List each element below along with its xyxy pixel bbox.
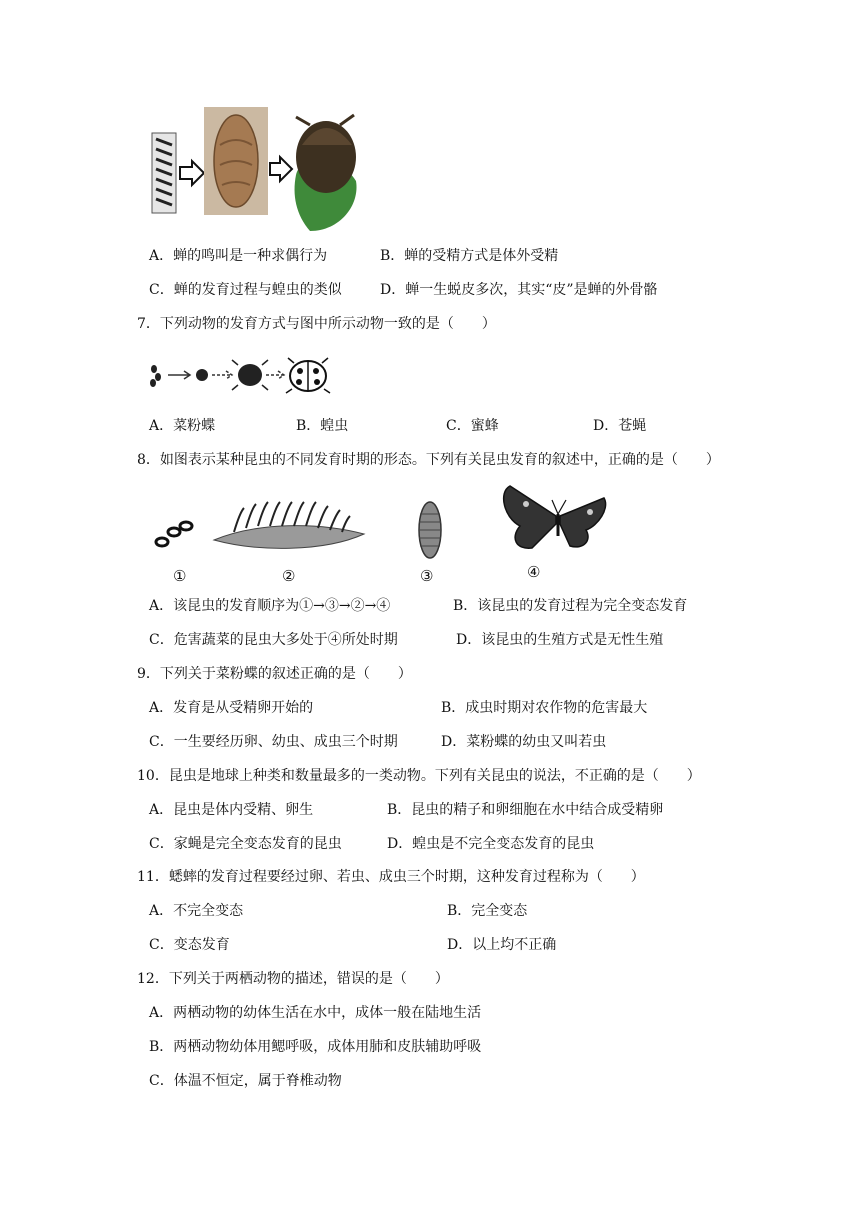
ladybug-pupa [196, 369, 208, 381]
arrow-icon [270, 157, 292, 181]
q12-stem: 12．下列关于两栖动物的描述，错误的是（ ） [137, 971, 449, 987]
cicada-nymph [204, 107, 268, 215]
butterfly-life-stages-figure [148, 478, 618, 586]
cicada-development-figure [150, 105, 360, 233]
butterfly-adult [504, 486, 606, 548]
q11-option-b: B．完全变态 [447, 903, 528, 919]
ladybug-development-figure [148, 355, 333, 395]
q10-stem: 10．昆虫是地球上种类和数量最多的一类动物。下列有关昆虫的说法，不正确的是（ ） [137, 768, 701, 784]
q10-option-d: D．蝗虫是不完全变态发育的昆虫 [387, 836, 595, 852]
q8-stem: 8．如图表示某种昆虫的不同发育时期的形态。下列有关昆虫发育的叙述中，正确的是（ ） [137, 452, 720, 468]
q9-stem: 9．下列关于菜粉蝶的叙述正确的是（ ） [137, 666, 412, 682]
ladybug-eggs [150, 365, 161, 387]
q10-option-c: C．家蝇是完全变态发育的昆虫 [149, 836, 342, 852]
q9-option-a: A．发育是从受精卵开始的 [149, 700, 314, 716]
q12-option-c: C．体温不恒定，属于脊椎动物 [149, 1073, 342, 1089]
arrow-icon [180, 161, 204, 185]
q8-label-4: ④ [527, 563, 541, 581]
q7-stem: 7．下列动物的发育方式与图中所示动物一致的是（ ） [137, 316, 496, 332]
arrow-icon [212, 371, 232, 379]
q7-option-b: B．蝗虫 [296, 418, 349, 434]
butterfly-eggs [156, 522, 192, 546]
q11-stem: 11．蟋蟀的发育过程要经过卵、若虫、成虫三个时期，这种发育过程称为（ ） [137, 869, 645, 885]
cicada-eggs-on-twig [152, 133, 176, 213]
q9-option-d: D．菜粉蝶的幼虫又叫若虫 [441, 734, 607, 750]
q6-option-b: B．蝉的受精方式是体外受精 [380, 248, 559, 264]
q7-option-a: A．菜粉蝶 [149, 418, 216, 434]
ladybug-adult [286, 358, 330, 393]
q8-label-2: ② [282, 567, 296, 585]
q6-option-a: A．蝉的鸣叫是一种求偶行为 [149, 248, 328, 264]
q10-option-a: A．昆虫是体内受精、卵生 [149, 802, 314, 818]
q9-option-c: C．一生要经历卵、幼虫、成虫三个时期 [149, 734, 398, 750]
q8-option-d: D．该昆虫的生殖方式是无性生殖 [456, 632, 664, 648]
q6-option-c: C．蝉的发育过程与蝗虫的类似 [149, 282, 342, 298]
q7-option-d: D．苍蝇 [593, 418, 647, 434]
q8-option-b: B．该昆虫的发育过程为完全变态发育 [453, 598, 688, 614]
q8-label-1: ① [173, 567, 187, 585]
q10-option-b: B．昆虫的精子和卵细胞在水中结合成受精卵 [387, 802, 664, 818]
q12-option-b: B．两栖动物幼体用鳃呼吸，成体用肺和皮肤辅助呼吸 [149, 1039, 482, 1055]
caterpillars-on-leaf [214, 502, 364, 548]
q8-option-a: A．该昆虫的发育顺序为①→③→②→④ [149, 598, 391, 614]
cicada-adult-on-leaf [295, 115, 357, 231]
ladybug-larva [232, 360, 268, 390]
q11-option-a: A．不完全变态 [149, 903, 244, 919]
arrow-icon [266, 371, 284, 379]
arrow-icon [168, 371, 190, 379]
q9-option-b: B．成虫时期对农作物的危害最大 [441, 700, 648, 716]
q7-option-c: C．蜜蜂 [446, 418, 499, 434]
q8-option-c: C．危害蔬菜的昆虫大多处于④所处时期 [149, 632, 398, 648]
q8-label-3: ③ [420, 567, 434, 585]
q6-option-d: D．蝉一生蜕皮多次，其实“皮”是蝉的外骨骼 [380, 282, 658, 298]
butterfly-pupa [419, 502, 441, 558]
q11-option-c: C．变态发育 [149, 937, 230, 953]
q11-option-d: D．以上均不正确 [447, 937, 557, 953]
q12-option-a: A．两栖动物的幼体生活在水中，成体一般在陆地生活 [149, 1005, 482, 1021]
